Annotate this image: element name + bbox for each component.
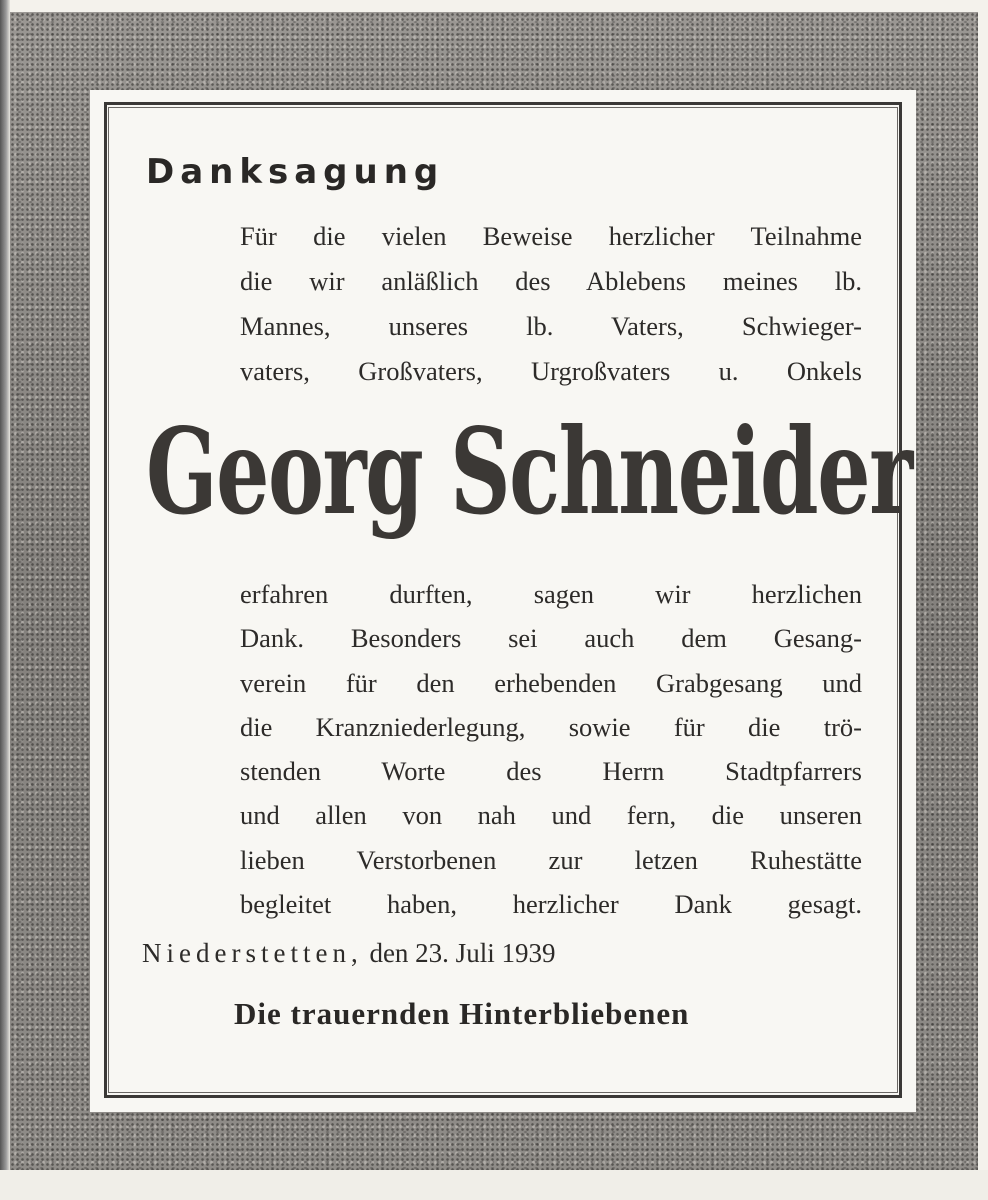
body-line: verein für den erhebenden Grabgesang und xyxy=(240,667,862,698)
body-line: Dank. Besonders sei auch dem Gesang- xyxy=(240,623,862,654)
body-line: lieben Verstorbenen zur letzen Ruhestätte xyxy=(240,844,862,875)
deceased-name: Georg Schneider xyxy=(146,402,912,541)
notice-paper xyxy=(90,90,916,1112)
page-edge xyxy=(0,0,10,1200)
notice-heading: Danksagung xyxy=(146,152,445,192)
grey-frame xyxy=(10,12,978,1170)
intro-line: die wir anläßlich des Ablebens meines lb. xyxy=(240,266,862,296)
body-line: die Kranzniederlegung, sowie für die trö- xyxy=(240,711,862,742)
body-line: erfahren durften, sagen wir herzlichen xyxy=(240,579,862,609)
notice-intro xyxy=(240,214,862,394)
page-bottom-strip xyxy=(0,1170,988,1200)
place: Niederstetten, xyxy=(142,938,363,968)
place-date xyxy=(142,938,555,969)
signature: Die trauernden Hinterbliebenen xyxy=(234,996,690,1031)
intro-line: vaters, Großvaters, Urgroßvaters u. Onkels xyxy=(240,356,862,386)
body-line: begleitet haben, herzlicher Dank gesagt. xyxy=(240,889,862,920)
intro-line: Mannes, unseres lb. Vaters, Schwieger- xyxy=(240,311,862,341)
body-line: und allen von nah und fern, die unseren xyxy=(240,800,862,831)
body-line: stenden Worte des Herrn Stadtpfarrers xyxy=(240,756,862,787)
date: den 23. Juli 1939 xyxy=(369,938,556,968)
notice-body xyxy=(240,572,862,932)
intro-line: Für die vielen Beweise herzlicher Teilnahme xyxy=(240,221,862,251)
